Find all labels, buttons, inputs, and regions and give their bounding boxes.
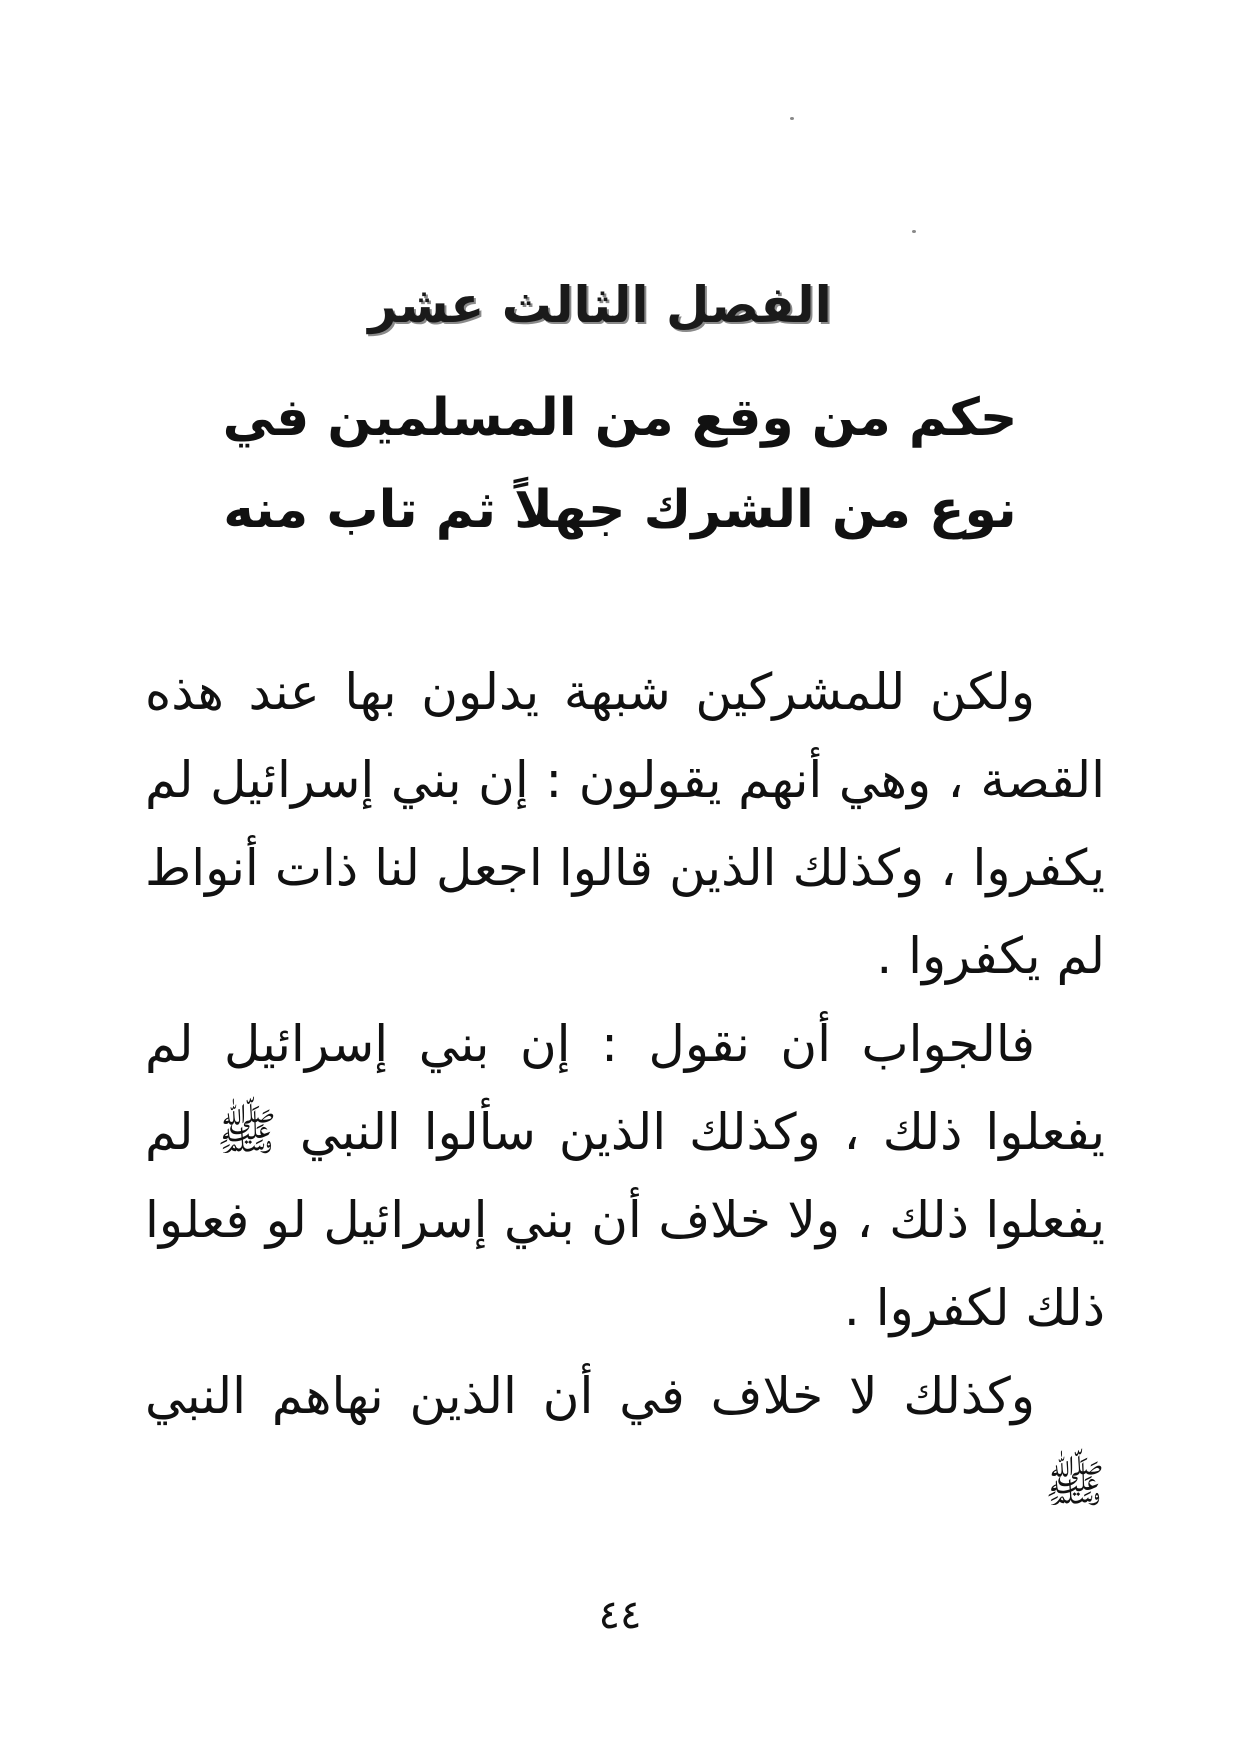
chapter-subtitle: حكم من وقع من المسلمين في نوع من الشرك جهلاً ثم تاب منه xyxy=(222,388,1018,540)
page-number: ٤٤ xyxy=(598,1592,642,1638)
body-text xyxy=(145,648,1105,1528)
scan-speck xyxy=(912,230,916,233)
paragraph-2: فالجواب أن نقول : إن بني إسرائيل لم يفعلوا ذلك ، وكذلك الذين سألوا النبي ﷺ لم يفعلوا ذلك ، ولا خلاف أن بني إسرائيل لو فعلوا ذلك لكفروا . xyxy=(145,1015,1105,1337)
chapter-title: الفصل الثالث عشر xyxy=(368,276,832,334)
paragraph-3: وكذلك لا خلاف في أن الذين نهاهم النبي ﷺ xyxy=(145,1367,1105,1513)
paragraph-1: ولكن للمشركين شبهة يدلون بها عند هذه القصة ، وهي أنهم يقولون : إن بني إسرائيل لم يكفروا ، وكذلك الذين قالوا اجعل لنا ذات أنواط لم يكفروا . xyxy=(145,663,1105,985)
scan-speck xyxy=(790,117,794,120)
